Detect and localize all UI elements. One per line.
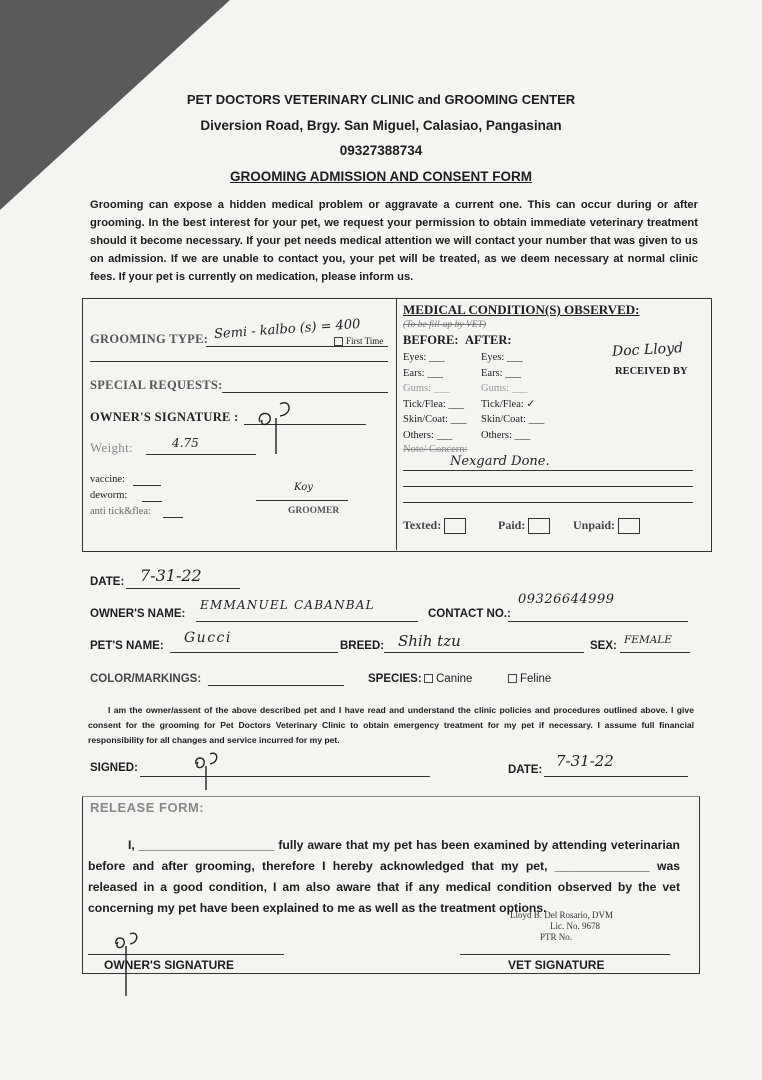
anti-tick-line [163, 517, 183, 518]
color-markings-line[interactable] [208, 685, 344, 686]
signed-date-label: DATE: [508, 764, 543, 776]
before-tick[interactable]: Tick/Flea: ___ [403, 398, 465, 410]
special-requests-label: SPECIAL REQUESTS: [90, 378, 223, 392]
breed-line [384, 652, 584, 653]
stamp-license: Lic. No. 9678 [550, 921, 600, 931]
received-by-label: RECEIVED BY [615, 366, 688, 377]
note-line-2 [403, 486, 693, 487]
breed-label: BREED: [340, 640, 385, 652]
contact-value[interactable]: 09326644999 [518, 592, 615, 607]
vet-stamp [510, 910, 613, 943]
vet-signature-line[interactable] [460, 954, 670, 955]
note-label: Note/ Concern: [403, 444, 468, 455]
vet-signature-label: VET SIGNATURE [508, 958, 605, 972]
special-requests-line[interactable] [222, 392, 388, 393]
grooming-type-value[interactable]: Semi - kalbo (s) = 400 [213, 316, 361, 343]
owner-name-value[interactable]: EMMANUEL CABANBAL [200, 598, 375, 612]
contact-label: CONTACT NO.: [428, 608, 511, 620]
paid-field[interactable]: Paid: [498, 518, 550, 534]
species-canine-option[interactable]: Canine [424, 673, 472, 685]
contact-line [508, 621, 688, 622]
first-time-checkbox[interactable] [334, 337, 343, 346]
texted-field[interactable]: Texted: [403, 518, 466, 534]
pet-name-label: PET'S NAME: [90, 640, 164, 652]
pet-name-value[interactable]: Gucci [184, 630, 232, 646]
after-eyes[interactable]: Eyes: ___ [481, 352, 523, 363]
clinic-phone: 09327388734 [339, 143, 423, 158]
before-ears[interactable]: Ears: ___ [403, 367, 443, 379]
medical-subtitle: (To be fill-up by VET) [403, 320, 487, 330]
intro-paragraph: Grooming can expose a hidden medical problem or aggravate a current one. This can occur during or after grooming. In the best interest for your pet, we request your permission to obtain immediate veterinary treatment should it become necessary. If your pet needs medical attention we will contact your number that was given to us on admission. If we are unable to contact you, your pet will be treated, as we deem necessary at normal clinic fees. If your pet is currently on medication, please inform us. [90, 199, 698, 283]
unpaid-checkbox[interactable] [618, 518, 640, 534]
box-divider [396, 298, 397, 550]
vaccine-line [133, 485, 161, 486]
weight-label: Weight: [90, 440, 133, 455]
weight-value[interactable]: 4.75 [172, 436, 199, 450]
anti-tick-label: anti tick&flea: [90, 506, 151, 517]
form-title: GROOMING ADMISSION AND CONSENT FORM [230, 169, 532, 184]
stamp-ptr: PTR No. [540, 932, 573, 942]
date-line [126, 588, 240, 589]
sex-value[interactable]: FEMALE [624, 634, 672, 646]
before-gums[interactable]: Gums: ___ [403, 383, 450, 395]
after-list [481, 350, 544, 444]
color-markings-label: COLOR/MARKINGS: [90, 673, 202, 685]
stamp-name: Lloyd B. Del Rosario, DVM [510, 910, 613, 920]
texted-checkbox[interactable] [444, 518, 466, 534]
before-label: BEFORE: [403, 333, 459, 347]
before-list [403, 350, 466, 444]
note-line-1 [403, 470, 693, 471]
medical-title: MEDICAL CONDITION(S) OBSERVED: [403, 302, 640, 317]
owner-name-label: OWNER'S NAME: [90, 608, 186, 620]
signed-label: SIGNED: [90, 762, 138, 774]
sex-label: SEX: [590, 640, 617, 652]
grooming-type-line-2 [90, 361, 388, 362]
consent-paragraph: I am the owner/assent of the above described pet and I have read and understand the clinic policies and procedures outlined above. I give consent for the grooming for Pet Doctors Veterinary Clinic to obtain emergency treatment for my pet if necessary. I assume full financial responsibility for all changes and service incurred for my pet. [88, 705, 694, 745]
species-feline-option[interactable]: Feline [508, 673, 551, 685]
paid-checkbox[interactable] [528, 518, 550, 534]
groomer-value[interactable]: Koy [294, 482, 313, 493]
groomer-label: GROOMER [288, 506, 340, 516]
after-ears[interactable]: Ears: ___ [481, 367, 521, 379]
clinic-name: PET DOCTORS VETERINARY CLINIC and GROOMING CENTER [186, 92, 576, 107]
sex-line [620, 652, 690, 653]
canine-checkbox[interactable] [424, 674, 433, 683]
signed-line[interactable] [140, 776, 430, 777]
owner-signature-label: OWNER'S SIGNATURE : [90, 410, 239, 424]
release-paragraph: I, ____________________ fully aware that my pet has been examined by attending veterinarian before and after grooming, therefore I hereby acknowledged that my pet, ______________ was released in a good condition, I am also aware that if any medical condition observed by the vet concerning my pet have been explained to me as well as the treatment options. [88, 838, 680, 915]
after-skin[interactable]: Skin/Coat: ___ [481, 414, 545, 426]
before-skin[interactable]: Skin/Coat: ___ [403, 414, 467, 426]
owner-signature-mark [250, 394, 310, 458]
before-eyes[interactable]: Eyes: ___ [403, 352, 445, 363]
grooming-type-label: GROOMING TYPE: [90, 332, 209, 346]
unpaid-field[interactable]: Unpaid: [573, 518, 640, 534]
clinic-address: Diversion Road, Brgy. San Miguel, Calasiao, Pangasinan [200, 118, 562, 133]
received-by-value[interactable]: Doc Lloyd [611, 340, 684, 360]
feline-checkbox[interactable] [508, 674, 517, 683]
after-tick[interactable]: Tick/Flea: ✓ [481, 397, 536, 410]
breed-value[interactable]: Shih tzu [398, 632, 461, 650]
first-time-option[interactable] [334, 336, 383, 346]
owner-name-line [196, 621, 418, 622]
note-value[interactable]: Nexgard Done. [450, 454, 550, 469]
after-label: AFTER: [465, 333, 512, 347]
signed-date-value[interactable]: 7-31-22 [556, 752, 614, 770]
after-gums[interactable]: Gums: ___ [481, 383, 528, 395]
release-title: RELEASE FORM: [90, 800, 205, 815]
first-time-label: First Time [346, 336, 384, 346]
owner-signature-release-label: OWNER'S SIGNATURE [104, 958, 234, 972]
weight-line [146, 454, 256, 455]
signed-date-line [544, 776, 688, 777]
deworm-line [142, 501, 162, 502]
note-line-3 [403, 502, 693, 503]
date-value[interactable]: 7-31-22 [140, 566, 202, 585]
signed-signature-mark [190, 748, 230, 792]
species-label: SPECIES: [368, 673, 422, 685]
date-label: DATE: [90, 576, 125, 588]
after-others[interactable]: Others: ___ [481, 429, 531, 441]
before-others[interactable]: Others: ___ [403, 429, 453, 441]
pet-name-line [170, 652, 338, 653]
groomer-line [256, 500, 348, 501]
vaccine-label: vaccine: [90, 474, 125, 485]
deworm-label: deworm: [90, 490, 128, 501]
